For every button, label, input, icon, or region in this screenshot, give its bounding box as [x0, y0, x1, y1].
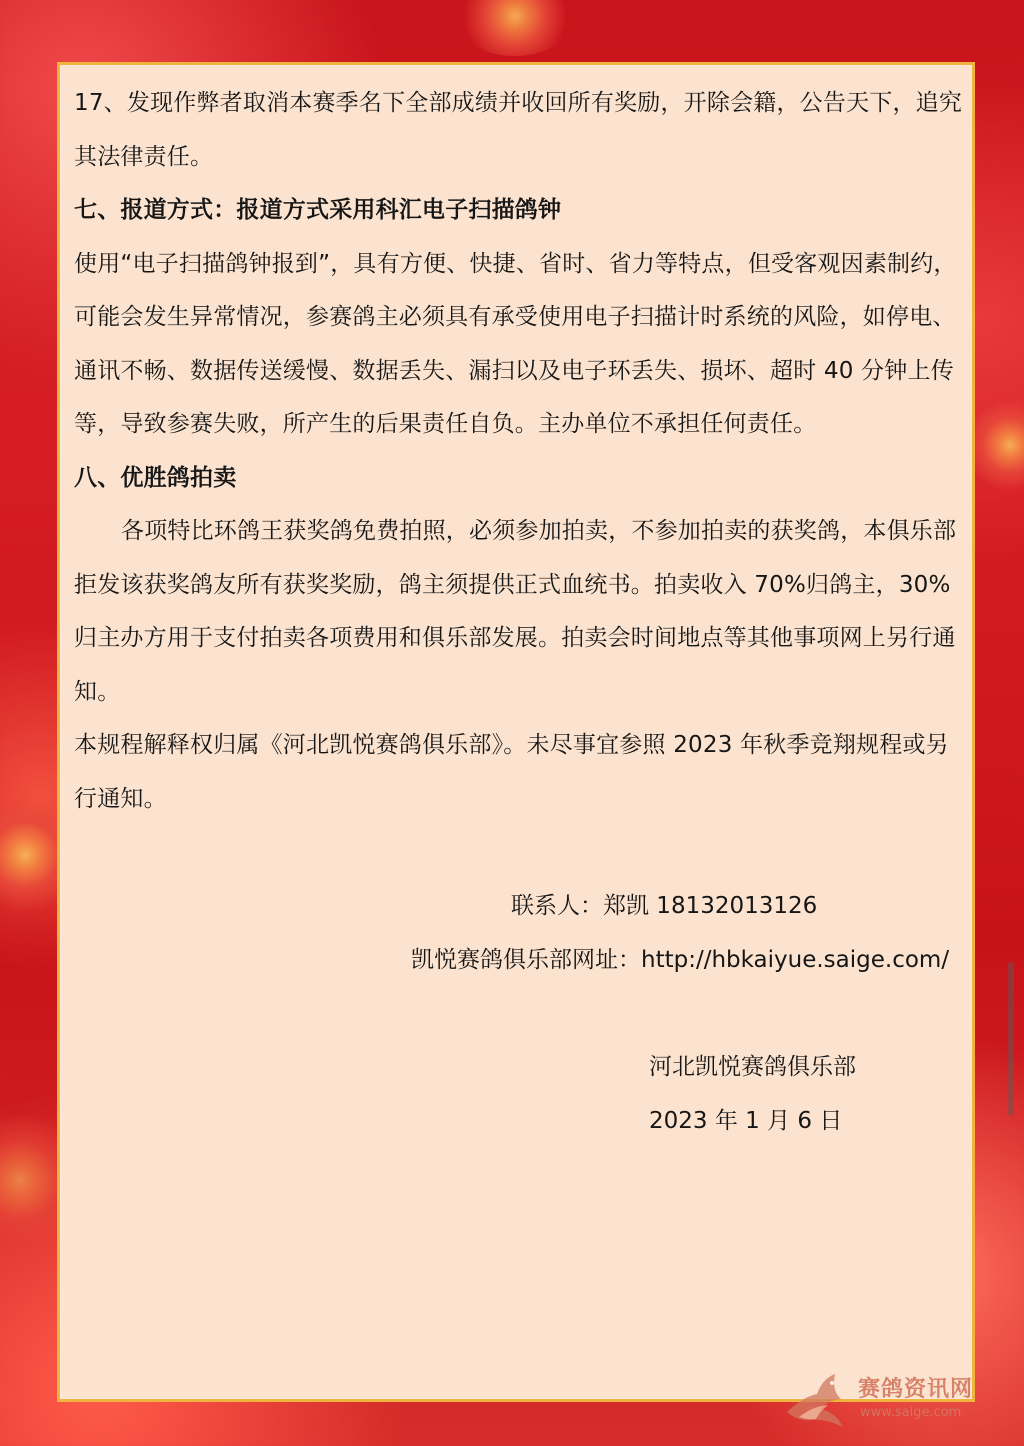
vertical-scrollbar[interactable] — [1008, 962, 1014, 1116]
rule-17: 17、发现作弊者取消本赛季名下全部成绩并收回所有奖励，开除会籍，公告天下，追究其法律责任。 — [74, 90, 963, 170]
document-card — [57, 62, 975, 1402]
rules-content — [74, 77, 964, 826]
watermark-url: www.saige.com — [860, 1405, 962, 1420]
section-7-body: 使用“电子扫描鸽钟报到”，具有方便、快捷、省时、省力等特点，但受客观因素制约，可能会发生异常情况，参赛鸽主必须具有承受使用电子扫描计时系统的风险，如停电、通讯不畅、数据传送缓慢、数据丢失、漏扫以及电子环丢失、损坏、超时 40 分钟上传等，导致参赛失败，所产生的后果责任自负。主办单位不承担任何责任。 — [74, 250, 957, 437]
watermark-title: 赛鸽资讯网 — [858, 1377, 974, 1402]
section-8-body: 各项特比环鸽王获奖鸽免费拍照，必须参加拍卖，不参加拍卖的获奖鸽，本俱乐部拒发该获奖鸽友所有获奖奖励，鸽主须提供正式血统书。拍卖收入 70%归鸽主，30%归主办方用于支付拍卖各项费用和俱乐部发展。拍卖会时间地点等其他事项网上另行通知。 — [74, 518, 957, 705]
site-watermark — [780, 1370, 990, 1432]
decorative-flower — [455, 0, 575, 56]
section-7-title: 七、报道方式：报道方式采用科汇电子扫描鸽钟 — [74, 197, 562, 223]
section-8-title: 八、优胜鸽拍卖 — [74, 464, 237, 491]
document-date: 2023 年 1 月 6 日 — [649, 1108, 843, 1134]
pigeon-logo-icon — [780, 1370, 854, 1432]
club-website: 凯悦赛鸽俱乐部网址：http://hbkaiyue.saige.com/ — [411, 947, 950, 973]
interpretation-note: 本规程解释权归属《河北凯悦赛鸽俱乐部》。未尽事宜参照 2023 年秋季竞翔规程或另行通知。 — [74, 732, 949, 812]
decorative-flower — [970, 395, 1024, 495]
contact-person: 联系人：郑凯 18132013126 — [511, 893, 818, 919]
club-name: 河北凯悦赛鸽俱乐部 — [649, 1054, 856, 1080]
